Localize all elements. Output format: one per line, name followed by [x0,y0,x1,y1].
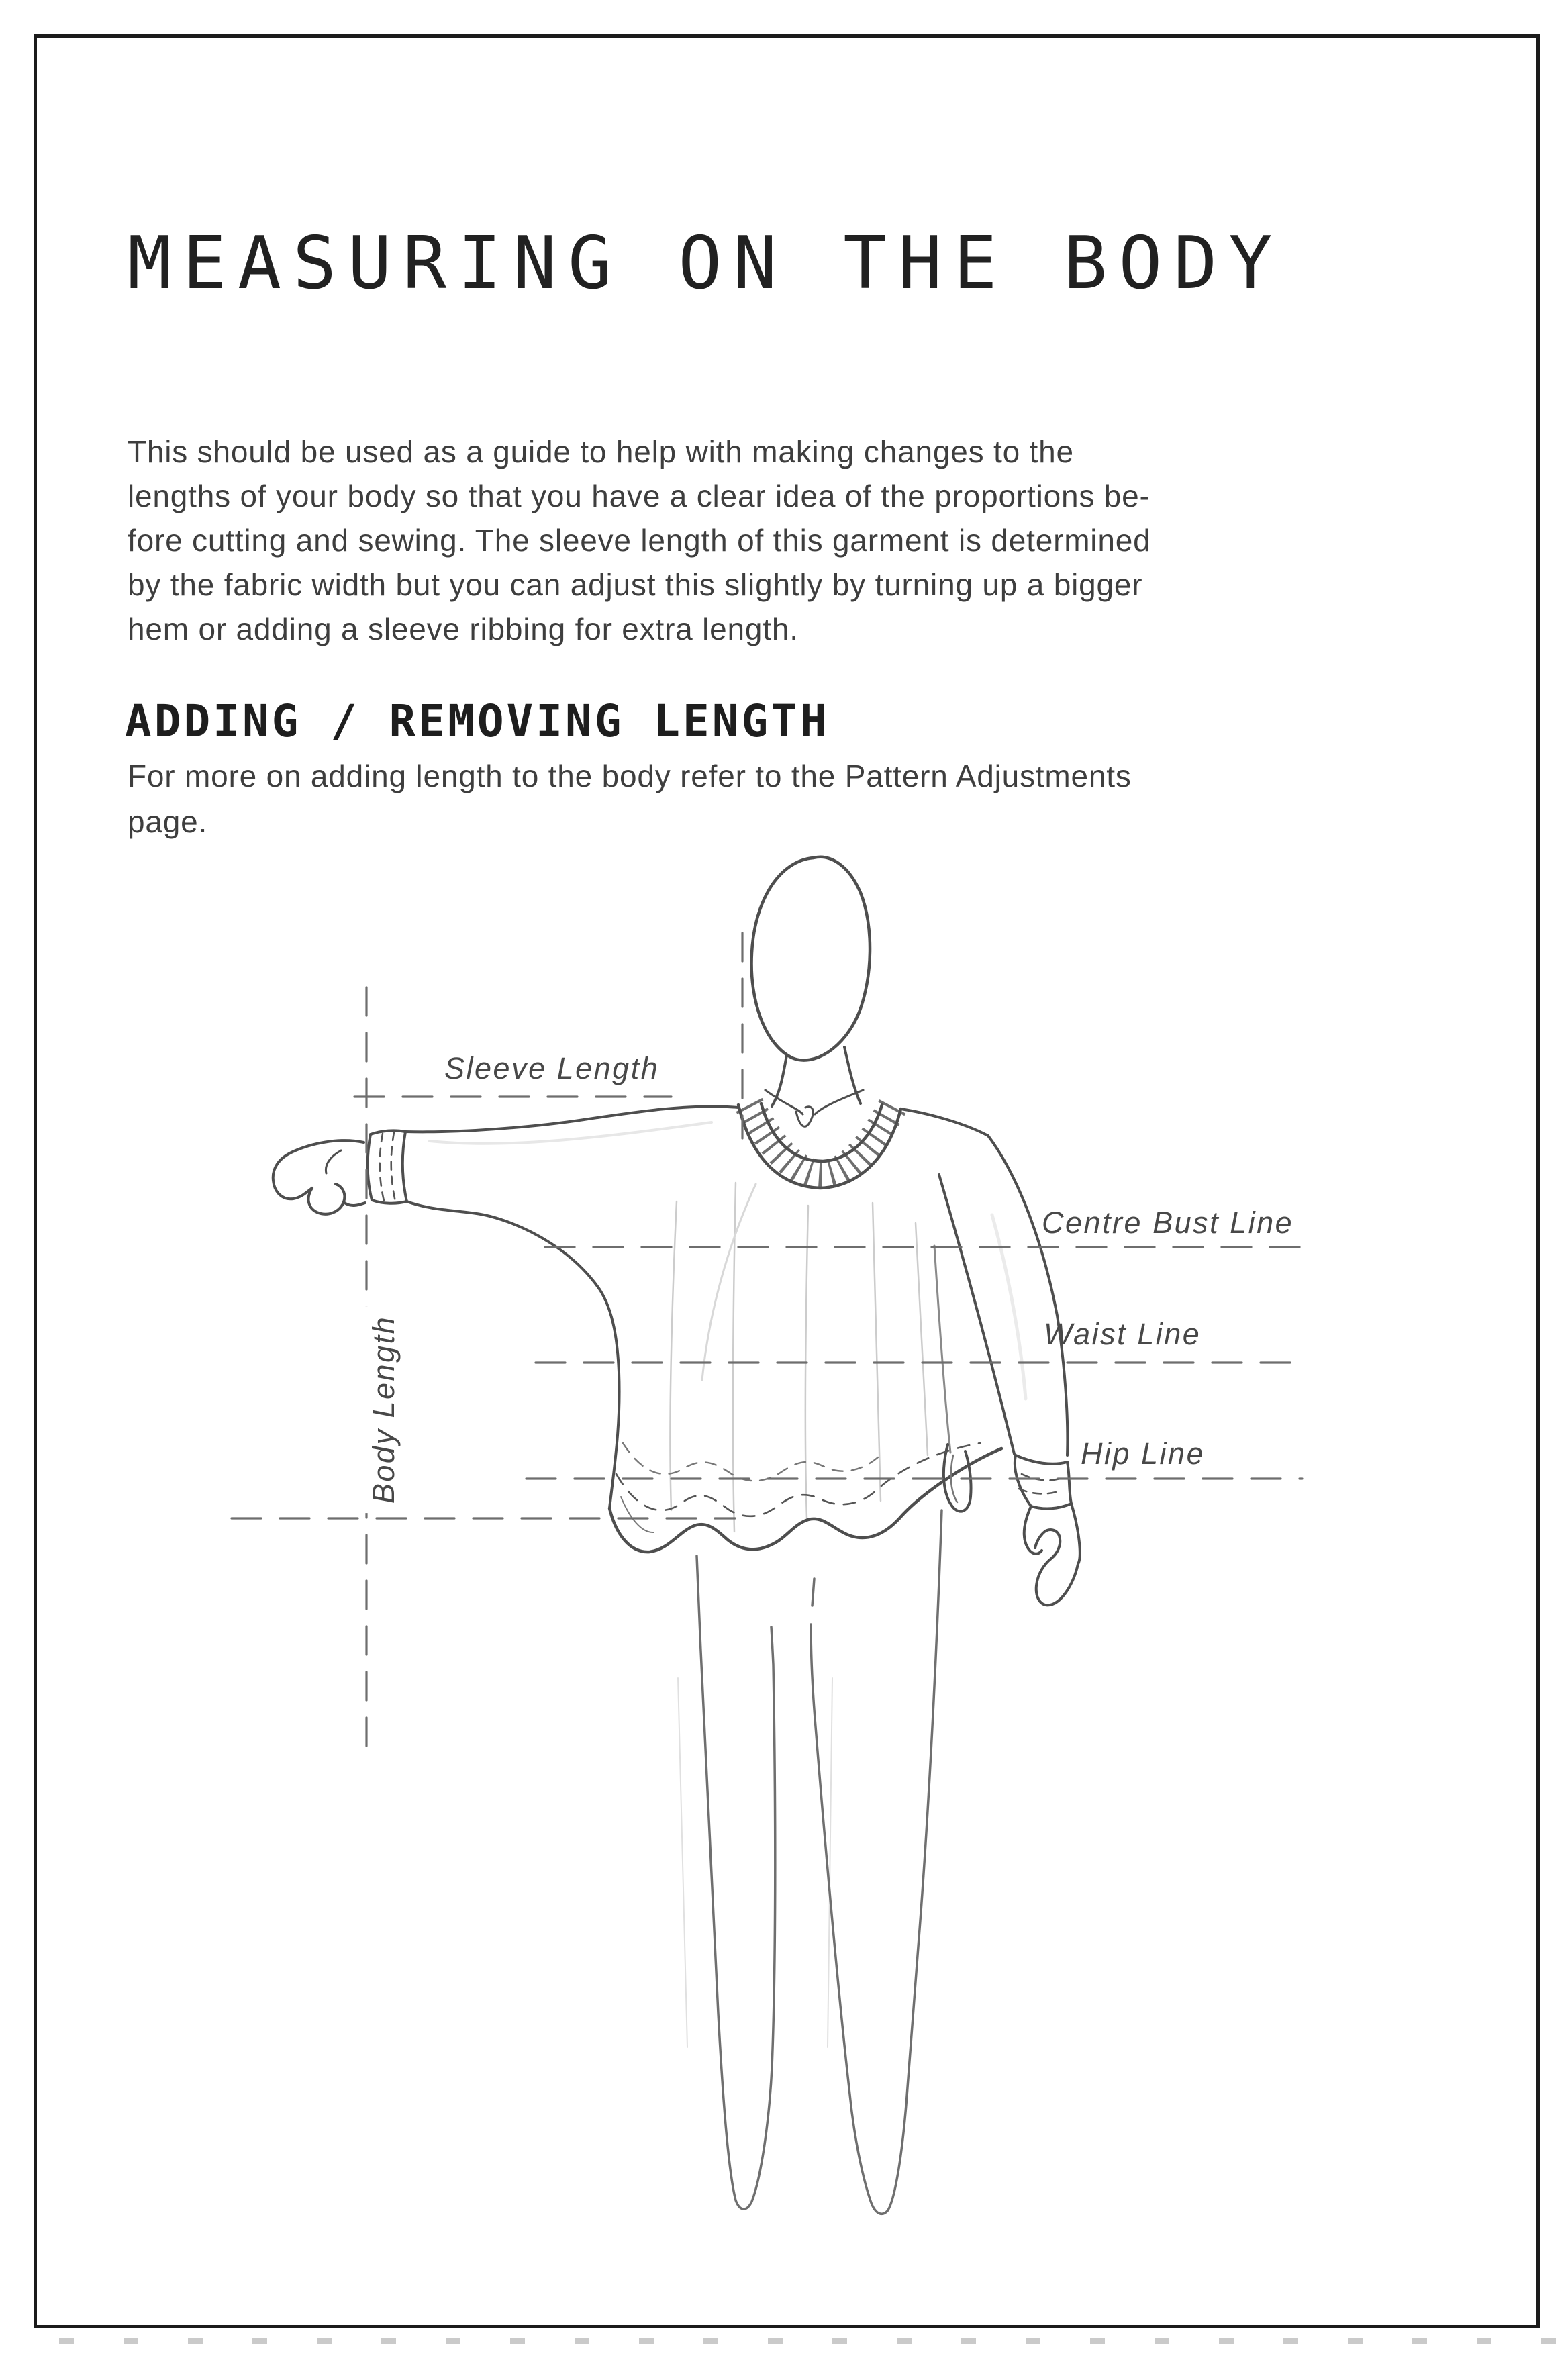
sleeve-length-label: Sleeve Length [444,1051,660,1085]
centre-bust-line-label: Centre Bust Line [1042,1206,1294,1240]
section-line: For more on adding length to the body refer to the Pattern Adjustments [128,758,1132,793]
figure-right-cuff [1015,1455,1071,1508]
intro-line: This should be used as a guide to help with making changes to the [128,434,1074,469]
figure-left-sleeve [405,1106,738,1508]
figure-right-sleeve [901,1109,1067,1455]
figure-right-hand [1024,1504,1080,1605]
section-heading: ADDING / REMOVING LENGTH [125,695,830,747]
waist-line-label: Waist Line [1044,1317,1202,1351]
intro-line: hem or adding a sleeve ribbing for extra length. [128,611,799,646]
hip-line-label: Hip Line [1081,1436,1206,1471]
figure-legs [697,1510,942,2214]
figure-left-hand [273,1140,365,1214]
body-length-label: Body Length [362,1306,405,1513]
figure-left-cuff [368,1130,407,1203]
scan-artifact-dashes [59,2338,1568,2344]
section-line: page. [128,804,208,839]
intro-line: fore cutting and sewing. The sleeve length of this garment is determined [128,523,1151,558]
intro-line: lengths of your body so that you have a clear idea of the proportions be- [128,479,1150,513]
page-title: MEASURING ON THE BODY [128,222,1284,305]
intro-line: by the fabric width but you can adjust this slightly by turning up a bigger [128,567,1143,602]
figure-head [752,857,870,1061]
